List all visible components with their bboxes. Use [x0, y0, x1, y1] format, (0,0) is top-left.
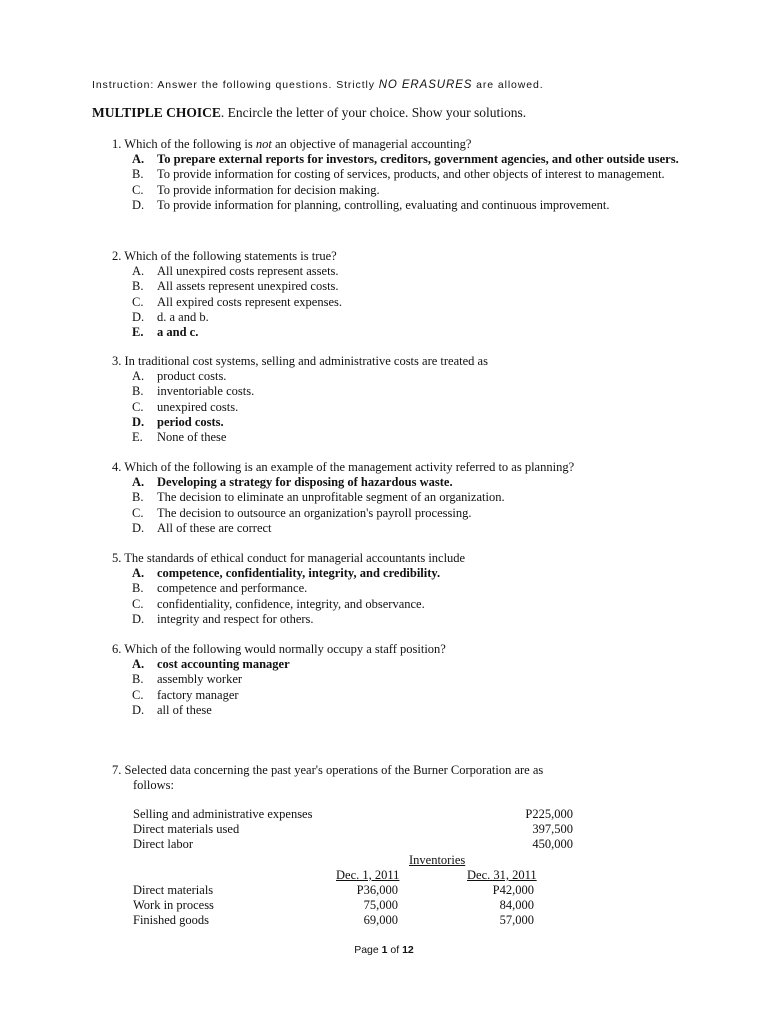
- option-a[interactable]: A. All unexpired costs represent assets.: [132, 264, 339, 279]
- question-stem: 6. Which of the following would normally occupy a staff position?: [112, 642, 446, 656]
- option-e[interactable]: E. None of these: [132, 430, 227, 445]
- question-stem-line-1: 7. Selected data concerning the past year's operations of the Burner Corporation are as: [112, 763, 544, 777]
- page-total: 12: [402, 944, 414, 956]
- option-b[interactable]: B. To provide information for costing of services, products, and other objects of interest to management.: [132, 167, 665, 182]
- option-e[interactable]: E. a and c.: [132, 325, 199, 340]
- question-stem: 1. Which of the following is not an objective of managerial accounting?: [112, 137, 472, 151]
- option-a[interactable]: A. competence, confidentiality, integrity, and credibility.: [132, 566, 441, 581]
- question-stem: 2. Which of the following statements is true?: [112, 249, 337, 263]
- option-d[interactable]: D. To provide information for planning, controlling, evaluating and continuous improvement.: [132, 197, 610, 212]
- option-a[interactable]: A. product costs.: [132, 369, 227, 384]
- question-6: [112, 642, 682, 718]
- instruction-prefix: Instruction: Answer the following questions. Strictly: [92, 79, 379, 91]
- section-title: MULTIPLE CHOICE: [92, 105, 221, 120]
- question-stem: 5. The standards of ethical conduct for managerial accountants include: [112, 551, 466, 565]
- option-c[interactable]: C. All expired costs represent expenses.: [132, 294, 343, 309]
- section-instructions: . Encircle the letter of your choice. Show your solutions.: [220, 105, 527, 120]
- question-1: [112, 137, 682, 213]
- option-b[interactable]: B. assembly worker: [132, 672, 243, 687]
- option-a[interactable]: A. To prepare external reports for investors, creditors, government agencies, and other outside users.: [132, 152, 679, 167]
- option-b[interactable]: B. All assets represent unexpired costs.: [132, 279, 339, 294]
- option-d[interactable]: D. all of these: [132, 702, 212, 717]
- question-2: [112, 249, 682, 340]
- page-number: 1: [381, 944, 388, 956]
- section-heading: [92, 105, 526, 121]
- question-3: [112, 354, 682, 445]
- option-a[interactable]: A. cost accounting manager: [132, 657, 290, 672]
- option-b[interactable]: B. The decision to eliminate an unprofitable segment of an organization.: [132, 490, 505, 505]
- option-d[interactable]: D. d. a and b.: [132, 309, 209, 324]
- instruction-line: [92, 79, 692, 91]
- question-5: [112, 551, 682, 627]
- option-c[interactable]: C. The decision to outsource an organization's payroll processing.: [132, 505, 472, 520]
- option-c[interactable]: C. To provide information for decision making.: [132, 182, 380, 197]
- question-stem: 4. Which of the following is an example of the management activity referred to as planning?: [112, 460, 575, 474]
- question-4: [112, 460, 682, 536]
- column-header-dec1: Dec. 1, 2011: [336, 868, 400, 882]
- instruction-emphasis: NO ERASURES: [378, 79, 473, 91]
- option-d[interactable]: D. integrity and respect for others.: [132, 611, 314, 626]
- option-a[interactable]: A. Developing a strategy for disposing of hazardous waste.: [132, 475, 453, 490]
- option-b[interactable]: B. inventoriable costs.: [132, 384, 255, 399]
- question-stem: 3. In traditional cost systems, selling and administrative costs are treated as: [112, 354, 488, 368]
- option-c[interactable]: C. unexpired costs.: [132, 399, 239, 414]
- option-c[interactable]: C. confidentiality, confidence, integrity, and observance.: [132, 596, 425, 611]
- page-footer: Page 1 of 12: [354, 944, 414, 956]
- option-c[interactable]: C. factory manager: [132, 687, 239, 702]
- question-7: [112, 763, 682, 793]
- column-header-dec31: Dec. 31, 2011: [467, 868, 537, 882]
- instruction-suffix: are allowed.: [472, 79, 544, 91]
- option-b[interactable]: B. competence and performance.: [132, 581, 308, 596]
- question-stem-line-2: follows:: [133, 778, 174, 793]
- option-d[interactable]: D. All of these are correct: [132, 520, 272, 535]
- option-d[interactable]: D. period costs.: [132, 414, 224, 429]
